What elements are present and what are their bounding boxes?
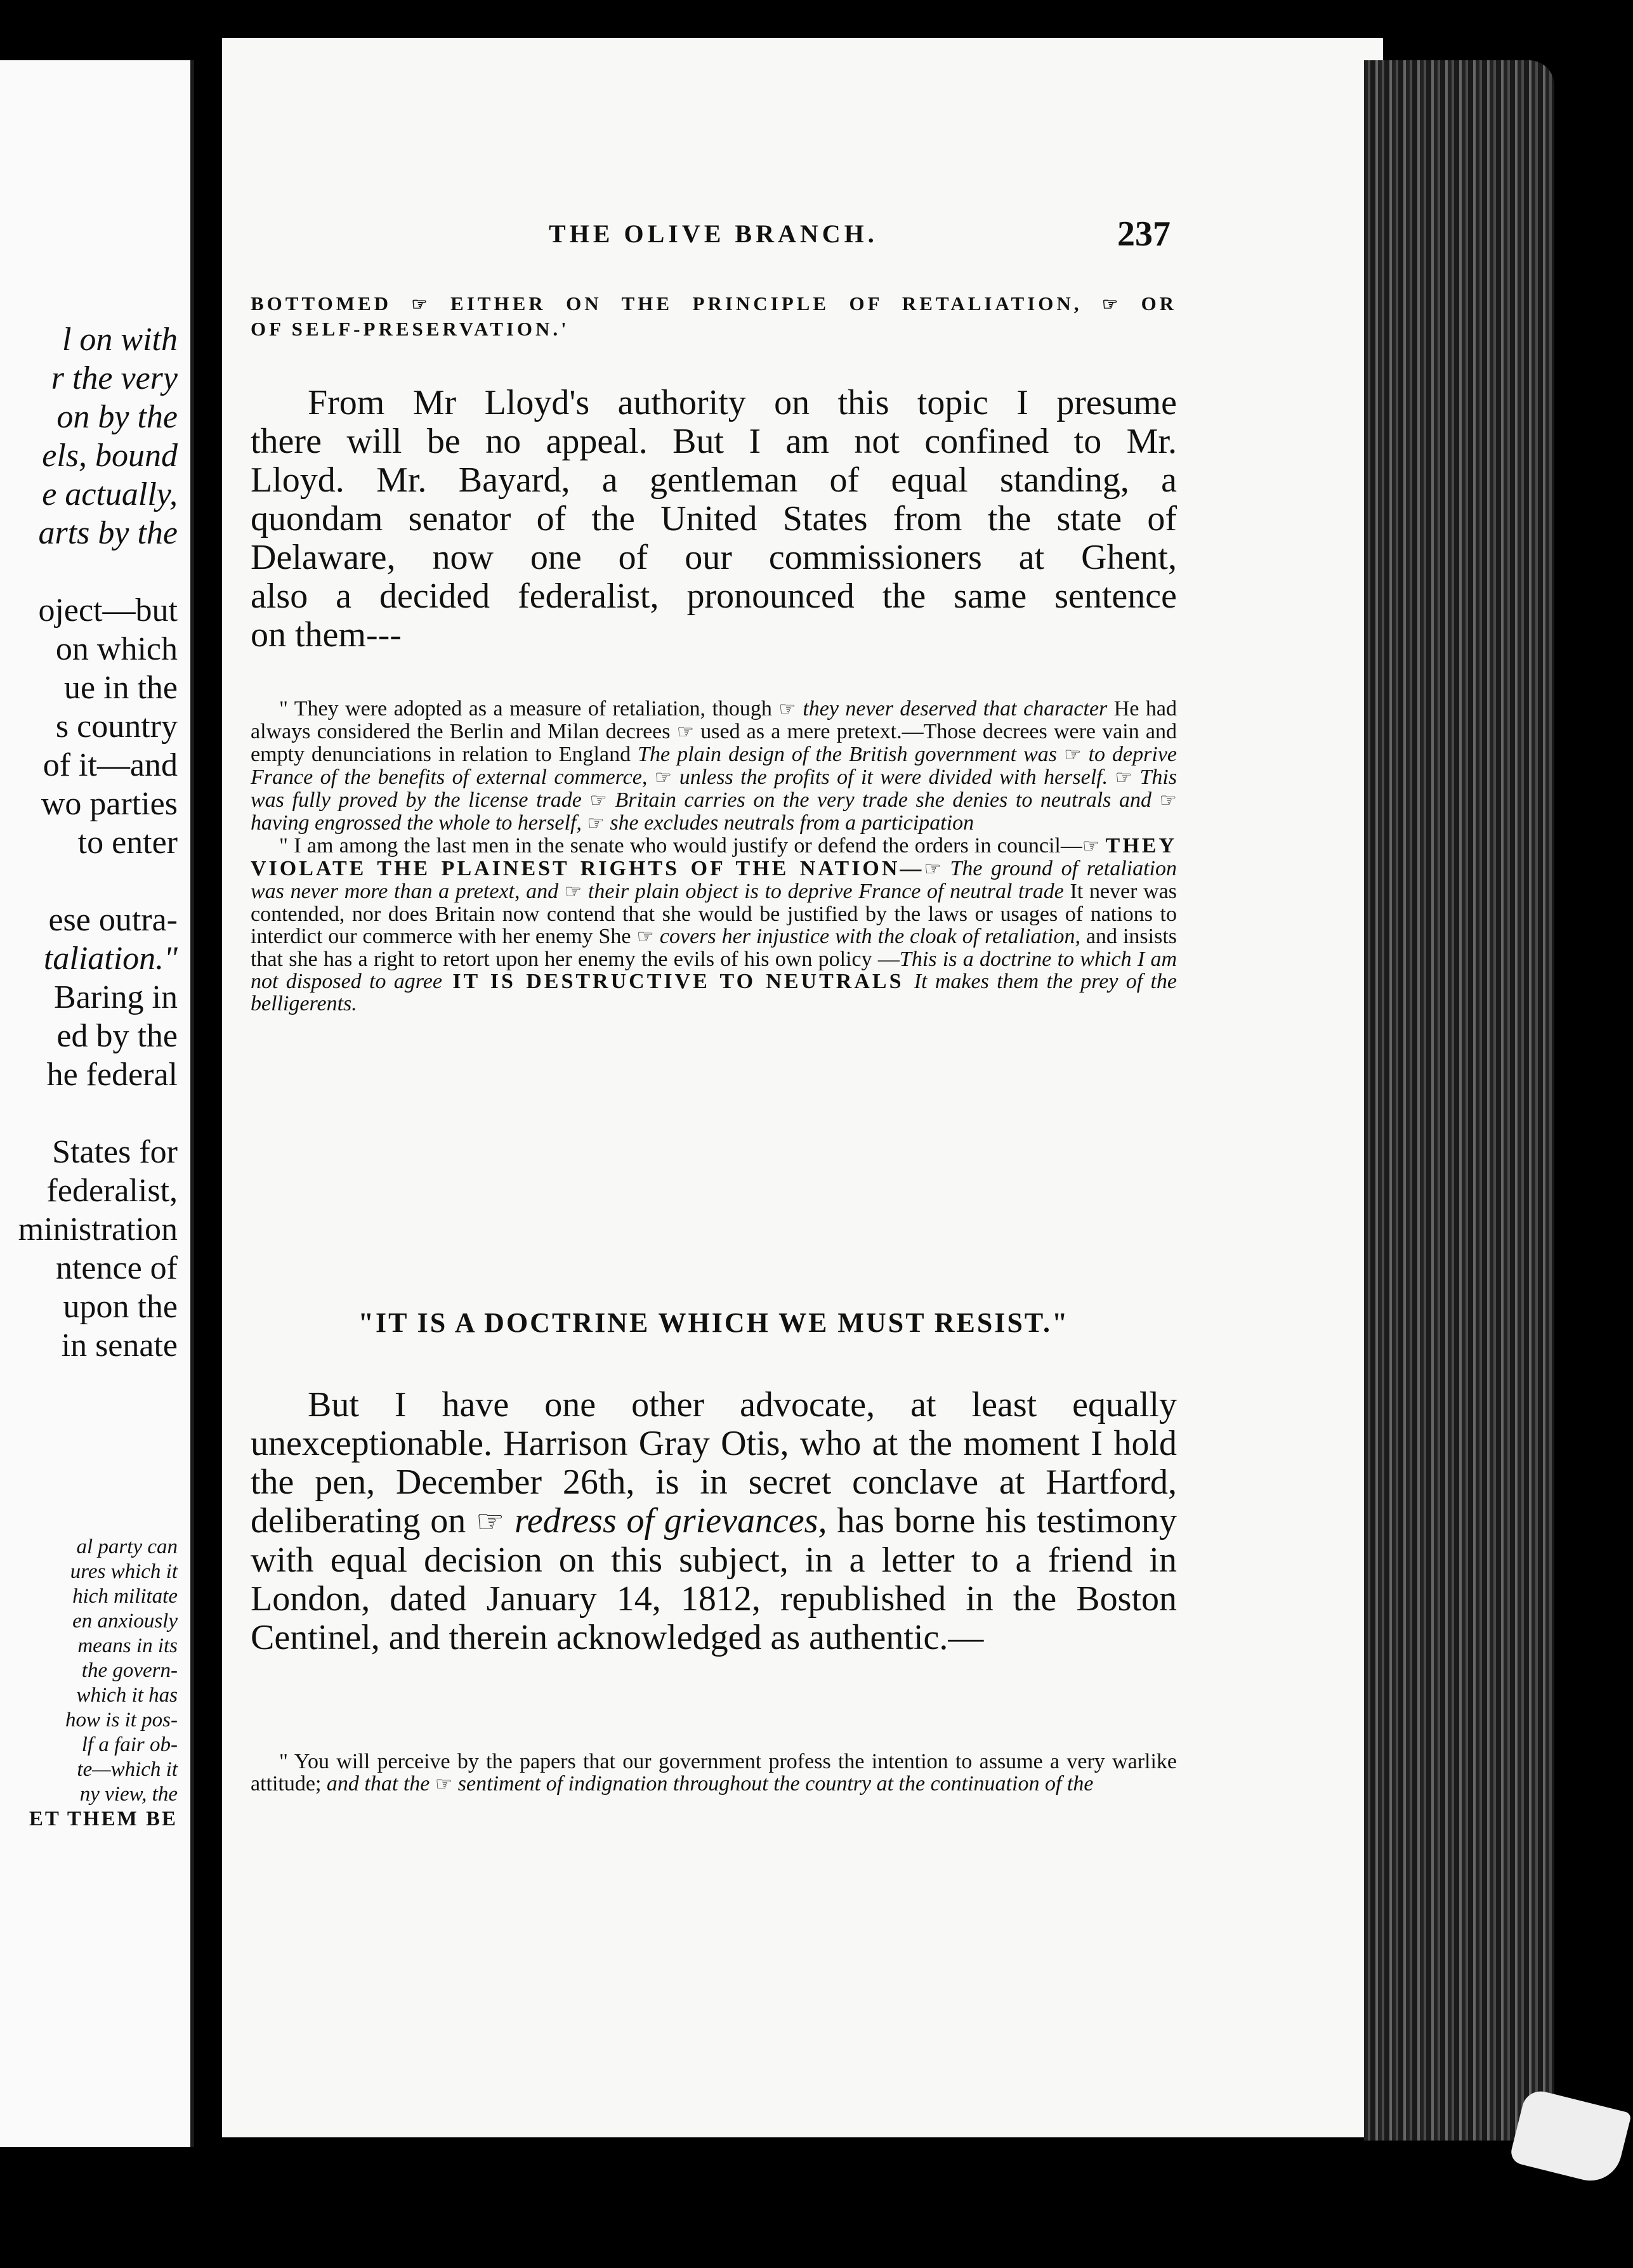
previous-page-line: Baring in xyxy=(54,979,178,1015)
pointing-hand-icon: ☞ xyxy=(1064,744,1082,766)
page-edges xyxy=(1364,60,1554,2141)
previous-page-line: r the very xyxy=(51,360,178,396)
previous-page-line xyxy=(18,862,178,901)
previous-page-line: of it—and xyxy=(43,747,178,783)
previous-page-line: which it has xyxy=(76,1684,178,1707)
previous-page-line: the govern- xyxy=(81,1659,178,1682)
quotation-paragraph-1: " They were adopted as a measure of retaliation, though ☞ they never deserved that character He had always considered the Berlin and Milan decrees ☞ used as a mere pretext.—Those decrees were vain and empty denunciations in relation to England The plain design of the British government was ☞ to deprive France of the benefits of external commerce, ☞ unless the profits of it were divided with herself. ☞ This was fully proved by the license trade ☞ Britain carries on the very trade she denies to neutrals and ☞ having engrossed the whole to herself, ☞ she excludes neutrals from a participation xyxy=(251,697,1177,835)
previous-page-fragment xyxy=(0,60,194,2147)
previous-page-line: oject—but xyxy=(38,592,178,629)
running-title: THE OLIVE BRANCH. xyxy=(549,219,878,248)
previous-page-line: on which xyxy=(55,631,178,667)
pointing-hand-icon: ☞ xyxy=(564,881,582,903)
page-number: 237 xyxy=(1117,214,1171,254)
body-paragraph-2: But I have one other advocate, at least equally unexceptionable. Harrison Gray Otis, who at the moment I hold the pen, December 26th, is in secret conclave at Hartford, deliberating on ☞ redress of grievances, has borne his testimony with equal decision on this subject, in a letter to a friend in London, dated January 14, 1812, republished in the Boston Centinel, and therein acknowledged as authentic.— xyxy=(251,1385,1177,1657)
previous-page-line: States for xyxy=(52,1134,178,1170)
previous-page-line: in senate xyxy=(61,1327,178,1364)
previous-page-line: arts by the xyxy=(38,515,178,551)
previous-page-line: ese outra- xyxy=(48,902,178,938)
previous-page-line: on by the xyxy=(56,399,178,435)
previous-page-line: taliation." xyxy=(43,941,178,977)
bayard-quotation xyxy=(251,698,1177,1015)
previous-page-line: ministration xyxy=(18,1211,178,1248)
pointing-hand-icon: ☞ xyxy=(636,926,654,948)
previous-page-line: hich militate xyxy=(72,1585,178,1608)
pointing-hand-icon: ☞ xyxy=(587,812,605,834)
pointing-hand-icon: ☞ xyxy=(1082,835,1100,857)
previous-page-line: al party can xyxy=(76,1535,178,1558)
previous-page-line xyxy=(18,552,178,591)
doctrine-heading: "IT IS A DOCTRINE WHICH WE MUST RESIST." xyxy=(358,1307,1070,1338)
previous-page-line: upon the xyxy=(63,1289,178,1325)
previous-page-line xyxy=(18,1094,178,1133)
previous-page-line: wo parties xyxy=(41,786,178,822)
quotation-paragraph-2: " I am among the last men in the senate who would justify or defend the orders in council—☞ THEY VIOLATE THE PLAINEST RIGHTS OF THE NATION—☞ The ground of retaliation was never more than a pretext, and ☞ their plain object is to deprive France of neutral trade It never was contended, nor does Britain now contend that she would be justified by the laws or usages of nations to interdict our commerce with her enemy She ☞ covers her injustice with the cloak of retaliation, and insists that she has a right to retort upon her enemy the evils of his own policy —This is a doctrine to which I am not disposed to agree IT IS DESTRUCTIVE TO NEUTRALS It makes them the prey of the belligerents. xyxy=(251,834,1177,1015)
pointing-hand-icon: ☞ xyxy=(924,858,941,880)
previous-page-line: ue in the xyxy=(63,670,178,706)
caps-line-2: OF SELF-PRESERVATION.' xyxy=(251,318,570,340)
previous-page-line: ny view, the xyxy=(79,1783,178,1806)
pointing-hand-icon: ☞ xyxy=(654,767,672,788)
otis-quotation: " You will perceive by the papers that our government profess the intention to assume a very warlike attitude; and that the ☞ sentiment of indignation throughout the country at the continuation of the xyxy=(251,1750,1177,1796)
previous-page-line: ures which it xyxy=(70,1560,178,1583)
previous-page-line: els, bound xyxy=(42,438,178,474)
previous-page-footnote-text xyxy=(29,1535,178,1832)
pointing-hand-icon: ☞ xyxy=(1102,295,1122,315)
previous-page-line: ed by the xyxy=(56,1018,178,1054)
previous-page-line: he federal xyxy=(46,1057,178,1093)
previous-page-line: to enter xyxy=(77,824,178,861)
body-paragraph-1: From Mr Lloyd's authority on this topic I presume there will be no appeal. But I am not confined to Mr. Lloyd. Mr. Bayard, a gentleman of equal standing, a quondam senator of the United States from the state of Delaware, now one of our commissioners at Ghent, also a decided federalist, pronounced the same sentence on them--- xyxy=(251,383,1177,655)
previous-page-line: means in its xyxy=(77,1634,178,1657)
torn-paper-corner xyxy=(1509,2087,1632,2187)
previous-page-line: ET THEM BE xyxy=(29,1808,178,1830)
previous-page-line: en anxiously xyxy=(72,1610,178,1633)
pointing-hand-icon: ☞ xyxy=(411,295,431,315)
pointing-hand-icon: ☞ xyxy=(676,721,695,743)
previous-page-line: ntence of xyxy=(55,1250,178,1286)
pointing-hand-icon: ☞ xyxy=(1159,790,1177,811)
previous-page-line: te—which it xyxy=(77,1758,178,1781)
previous-page-line: lf a fair ob- xyxy=(81,1733,178,1756)
pointing-hand-icon: ☞ xyxy=(435,1773,453,1795)
previous-page-line: l on with xyxy=(62,322,178,358)
pointing-hand-icon: ☞ xyxy=(589,790,607,811)
pointing-hand-icon: ☞ xyxy=(1115,767,1133,788)
previous-page-line: how is it pos- xyxy=(65,1709,178,1731)
page-header xyxy=(251,214,1177,257)
previous-page-upper-text xyxy=(18,320,178,1365)
pointing-hand-icon: ☞ xyxy=(778,698,796,720)
caps-quote-ending xyxy=(251,292,1177,341)
caps-line-1: BOTTOMED ☞ EITHER ON THE PRINCIPLE OF RETALIATION, ☞ OR xyxy=(251,292,1177,315)
previous-page-line: e actually, xyxy=(42,476,178,512)
previous-page-line: federalist, xyxy=(46,1173,178,1209)
pointing-hand-icon: ☞ xyxy=(476,1504,505,1539)
book-page xyxy=(222,38,1383,2137)
previous-page-line: s country xyxy=(55,708,178,745)
